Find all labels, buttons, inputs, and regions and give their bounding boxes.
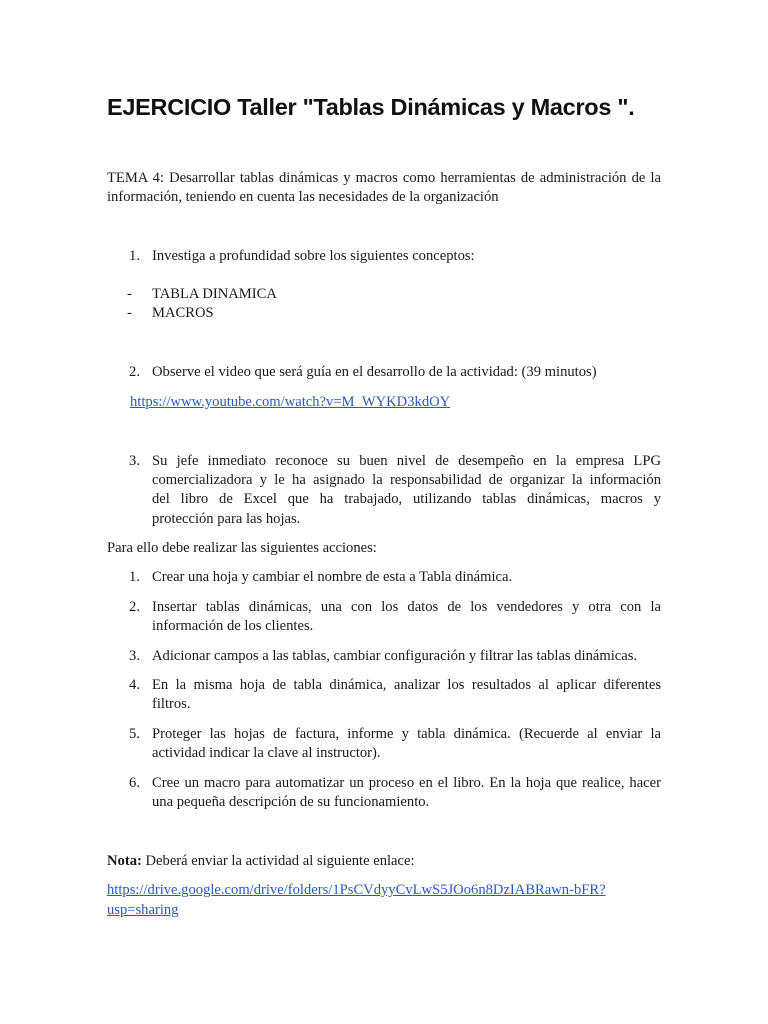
action-2-line: Insertar tablas dinámicas, una con los datos de los vendedores y otra con la <box>152 599 661 615</box>
step-3-line: protección para las hojas. <box>152 511 301 527</box>
action-5-line: actividad indicar la clave al instructor). <box>152 745 381 761</box>
nota-line <box>107 852 661 872</box>
step-2-text: Observe el video que será guía en el desarrollo de la actividad: (39 minutos) <box>152 364 597 380</box>
nota-label: Nota: <box>107 853 142 869</box>
step-3-line: Su jefe inmediato reconoce su buen nivel de desempeño en la empresa LPG <box>152 453 661 469</box>
action-3-number: 3. <box>129 648 140 664</box>
step-2-number: 2. <box>129 364 140 380</box>
action-6-line: una pequeña descripción de su funcionamiento. <box>152 794 430 810</box>
action-2-number: 2. <box>129 599 140 615</box>
action-5-number: 5. <box>129 726 140 742</box>
concept-bullet: - <box>127 286 132 302</box>
action-6-number: 6. <box>129 775 140 791</box>
step-3-number: 3. <box>129 453 140 469</box>
action-5-line: Proteger las hojas de factura, informe y tabla dinámica. (Recuerde al enviar la <box>152 726 661 742</box>
action-1-number: 1. <box>129 569 140 585</box>
action-3-text: Adicionar campos a las tablas, cambiar configuración y filtrar las tablas dinámicas. <box>152 648 638 664</box>
actions-intro: Para ello debe realizar las siguientes acciones: <box>107 540 377 556</box>
concept-macros: MACROS <box>152 305 214 321</box>
tema-line-2: información, teniendo en cuenta las necesidades de la organización <box>107 189 499 205</box>
nota-text: Deberá enviar la actividad al siguiente enlace: <box>141 853 415 869</box>
action-2-line: información de los clientes. <box>152 618 314 634</box>
drive-folder-link-line-2[interactable]: usp=sharing <box>107 902 179 918</box>
step-3-line: del libro de Excel que ha trabajado, utilizando tablas dinámicas, macros y <box>152 491 661 507</box>
concept-bullet: - <box>127 305 132 321</box>
step-1-number: 1. <box>129 248 140 264</box>
action-6-line: Cree un macro para automatizar un proceso en el libro. En la hoja que realice, hacer <box>152 775 661 791</box>
action-4-number: 4. <box>129 677 140 693</box>
step-3-line: comercializadora y le ha asignado la responsabilidad de organizar la información <box>152 472 661 488</box>
document-title: EJERCICIO Taller "Tablas Dinámicas y Macros ". <box>107 94 635 120</box>
youtube-video-link[interactable]: https://www.youtube.com/watch?v=M_WYKD3kdOY <box>130 394 451 410</box>
tema-line-1: TEMA 4: Desarrollar tablas dinámicas y macros como herramientas de administración de la <box>107 170 661 186</box>
drive-folder-link-line-1[interactable]: https://drive.google.com/drive/folders/1PsCVdyyCvLwS5JOo6n8DzIABRawn-bFR? <box>107 882 606 898</box>
step-1-text: Investiga a profundidad sobre los siguientes conceptos: <box>152 248 475 264</box>
action-4-line: filtros. <box>152 696 191 712</box>
concept-tabla-dinamica: TABLA DINAMICA <box>152 286 277 302</box>
action-4-line: En la misma hoja de tabla dinámica, analizar los resultados al aplicar diferentes <box>152 677 661 693</box>
action-1-text: Crear una hoja y cambiar el nombre de esta a Tabla dinámica. <box>152 569 513 585</box>
